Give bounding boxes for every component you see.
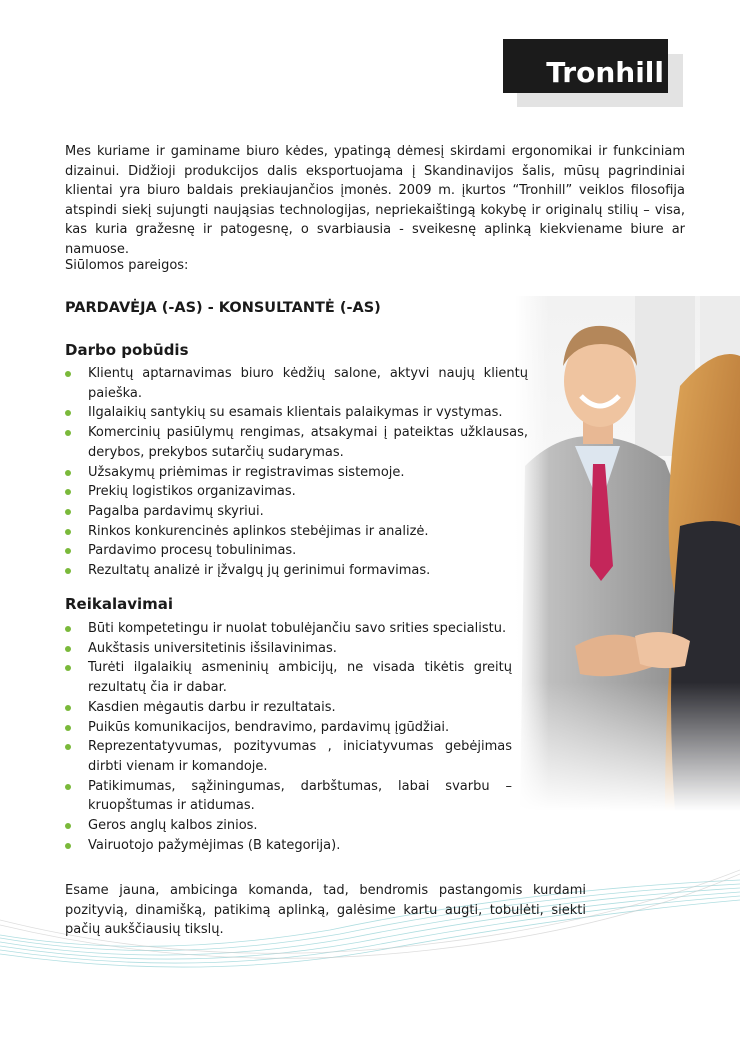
bullet-icon — [65, 568, 71, 574]
list-item: Pardavimo procesų tobulinimas. — [65, 541, 528, 561]
closing-paragraph: Esame jauna, ambicinga komanda, tad, bendromis pastangomis kurdami pozityvią, dinamišką, patikimą aplinką, galėsime kartu augti, tobulėti, siekti pačių aukščiausių tikslų. — [65, 883, 586, 937]
section-title-job-description: Darbo pobūdis — [65, 341, 189, 359]
list-item: Puikūs komunikacijos, bendravimo, pardavimų įgūdžiai. — [65, 718, 512, 738]
job-description-list — [65, 364, 528, 581]
bullet-icon — [65, 665, 71, 671]
list-item: Turėti ilgalaikių asmeninių ambicijų, ne visada tikėtis greitų rezultatų čia ir dabar. — [65, 658, 512, 697]
bullet-icon — [65, 725, 71, 731]
list-item: Klientų aptarnavimas biuro kėdžių salone, aktyvi naujų klientų paieška. — [65, 364, 528, 403]
list-item: Vairuotojo pažymėjimas (B kategorija). — [65, 836, 512, 856]
list-item: Kasdien mėgautis darbu ir rezultatais. — [65, 698, 512, 718]
bullet-icon — [65, 646, 71, 652]
section-title-requirements: Reikalavimai — [65, 595, 174, 613]
list-item: Komercinių pasiūlymų rengimas, atsakymai į pateiktas užklausas, derybos, prekybos sutarčių sudarymas. — [65, 423, 528, 462]
bullet-icon — [65, 744, 71, 750]
bullet-icon — [65, 843, 71, 849]
bullet-icon — [65, 529, 71, 535]
bullet-icon — [65, 705, 71, 711]
bullet-icon — [65, 823, 71, 829]
logo-text: Tronhill — [546, 56, 664, 89]
bullet-icon — [65, 430, 71, 436]
offered-positions-label: Siūlomos pareigos: — [65, 258, 189, 273]
list-item: Geros anglų kalbos zinios. — [65, 816, 512, 836]
list-item: Būti kompetetingu ir nuolat tobulėjančiu savo srities specialistu. — [65, 619, 512, 639]
bullet-icon — [65, 410, 71, 416]
list-item: Pagalba pardavimų skyriui. — [65, 502, 528, 522]
list-item: Užsakymų priėmimas ir registravimas sistemoje. — [65, 463, 528, 483]
list-item: Rinkos konkurencinės aplinkos stebėjimas ir analizė. — [65, 522, 528, 542]
company-logo — [503, 39, 668, 93]
list-item: Prekių logistikos organizavimas. — [65, 482, 528, 502]
bullet-icon — [65, 470, 71, 476]
list-item: Patikimumas, sąžiningumas, darbštumas, labai svarbu – kruopštumas ir atidumas. — [65, 777, 512, 816]
bullet-icon — [65, 626, 71, 632]
intro-paragraph: Mes kuriame ir gaminame biuro kėdes, ypatingą dėmesį skirdami ergonomikai ir funkciniam dizainui. Didžioji produkcijos dalis eksportuojama į Skandinavijos šalis, mūsų pagrindiniai klientai yra biuro baldais prekiaujančios įmonės. 2009 m. įkurtos “Tronhill” veiklos filosofija atspindi siekį sujungti naująsias technologijas, nepriekaištingą kokybę ir originalų stilių – visa, kas kuria gražesnę ir patogesnę, o svarbiausia - sveikesnę aplinką kiekviename biure ar namuose. — [65, 144, 685, 257]
bullet-icon — [65, 489, 71, 495]
bullet-icon — [65, 548, 71, 554]
requirements-list — [65, 619, 512, 855]
list-item: Aukštasis universitetinis išsilavinimas. — [65, 639, 512, 659]
bullet-icon — [65, 784, 71, 790]
list-item: Ilgalaikių santykių su esamais klientais palaikymas ir vystymas. — [65, 403, 528, 423]
handshake-photo — [515, 296, 740, 811]
bullet-icon — [65, 371, 71, 377]
list-item: Reprezentatyvumas, pozityvumas , iniciatyvumas gebėjimas dirbti vienam ir komandoje. — [65, 737, 512, 776]
list-item: Rezultatų analizė ir įžvalgų jų gerinimui formavimas. — [65, 561, 528, 581]
job-title: PARDAVĖJA (-AS) - KONSULTANTĖ (-AS) — [65, 300, 381, 316]
bullet-icon — [65, 509, 71, 515]
